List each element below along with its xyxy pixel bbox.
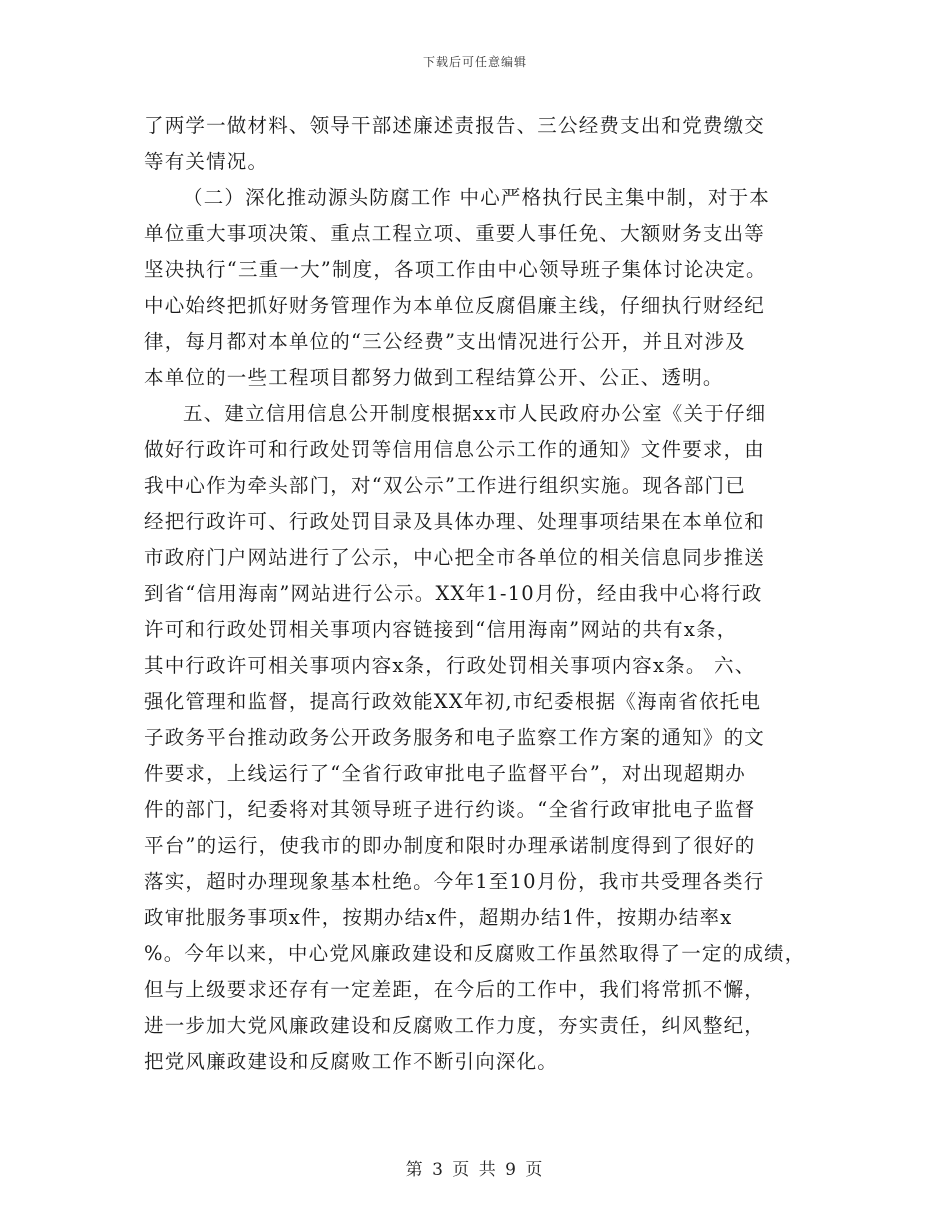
body-line: 做好行政许可和行政处罚等信用信息公示工作的通知》文件要求，由 [144, 438, 766, 461]
body-line: 市政府门户网站进行了公示，中心把全市各单位的相关信息同步推送 [144, 546, 766, 569]
body-line: 单位重大事项决策、重点工程立项、重要人事任免、大额财务支出等 [144, 222, 766, 245]
body-line: %。今年以来，中心党风廉政建设和反腐败工作虽然取得了一定的成绩， [144, 942, 806, 965]
body-line: 坚决执行“三重一大”制度，各项工作由中心领导班子集体讨论决定。 [144, 258, 767, 281]
body-line: 了两学一做材料、领导干部述廉述责报告、三公经费支出和党费缴交 [144, 114, 766, 137]
body-line: 强化管理和监督，提高行政效能XX年初,市纪委根据《海南省依托电 [144, 690, 762, 713]
body-line: 把党风廉政建设和反腐败工作不断引向深化。 [144, 1050, 559, 1073]
body-line: 中心始终把抓好财务管理作为本单位反腐倡廉主线，仔细执行财经纪 [144, 294, 766, 317]
body-line: 但与上级要求还存有一定差距，在今后的工作中，我们将常抓不懈， [144, 978, 766, 1001]
body-line: 我中心作为牵头部门，对“双公示”工作进行组织实施。现各部门已 [144, 474, 746, 497]
body-line: 许可和行政处罚相关事项内容链接到“信用海南”网站的共有x条， [144, 618, 738, 641]
body-line: 本单位的一些工程项目都努力做到工程结算公开、公正、透明。 [144, 366, 724, 389]
body-line: 等有关情况。 [144, 150, 269, 173]
body-line: 其中行政许可相关事项内容x条，行政处罚相关事项内容x条。 六、 [144, 654, 756, 677]
body-line: 子政务平台推动政务公开政务服务和电子监察工作方案的通知》的文 [144, 726, 766, 749]
page-header: 下载后可任意编辑 [422, 55, 527, 69]
body-line: 到省“信用海南”网站进行公示。XX年1-10月份，经由我中心将行政 [144, 582, 763, 605]
body-line: 律，每月都对本单位的“三公经费”支出情况进行公开，并且对涉及 [144, 330, 746, 353]
body-line: 经把行政许可、行政处罚目录及具体办理、处理事项结果在本单位和 [144, 510, 766, 533]
body-line: 平台”的运行，使我市的即办制度和限时办理承诺制度得到了很好的 [144, 834, 756, 857]
body-line: 进一步加大党风廉政建设和反腐败工作力度，夯实责任，纠风整纪， [144, 1014, 766, 1037]
body-line: 件的部门，纪委将对其领导班子进行约谈。“全省行政审批电子监督 [144, 798, 756, 821]
body-line: 政审批服务事项x件，按期办结x件，超期办结1件，按期办结率x [144, 906, 733, 929]
body-line: 落实，超时办理现象基本杜绝。今年1至10月份，我市共受理各类行 [144, 870, 765, 893]
body-line: 五、建立信用信息公开制度根据xx市人民政府办公室《关于仔细 [183, 402, 767, 425]
body-line: 件要求，上线运行了“全省行政审批电子监督平台”，对出现超期办 [144, 762, 746, 785]
page-number-footer: 第 3 页 共 9 页 [405, 1160, 545, 1180]
body-line: （二）深化推动源头防腐工作 中心严格执行民主集中制，对于本 [183, 186, 770, 209]
